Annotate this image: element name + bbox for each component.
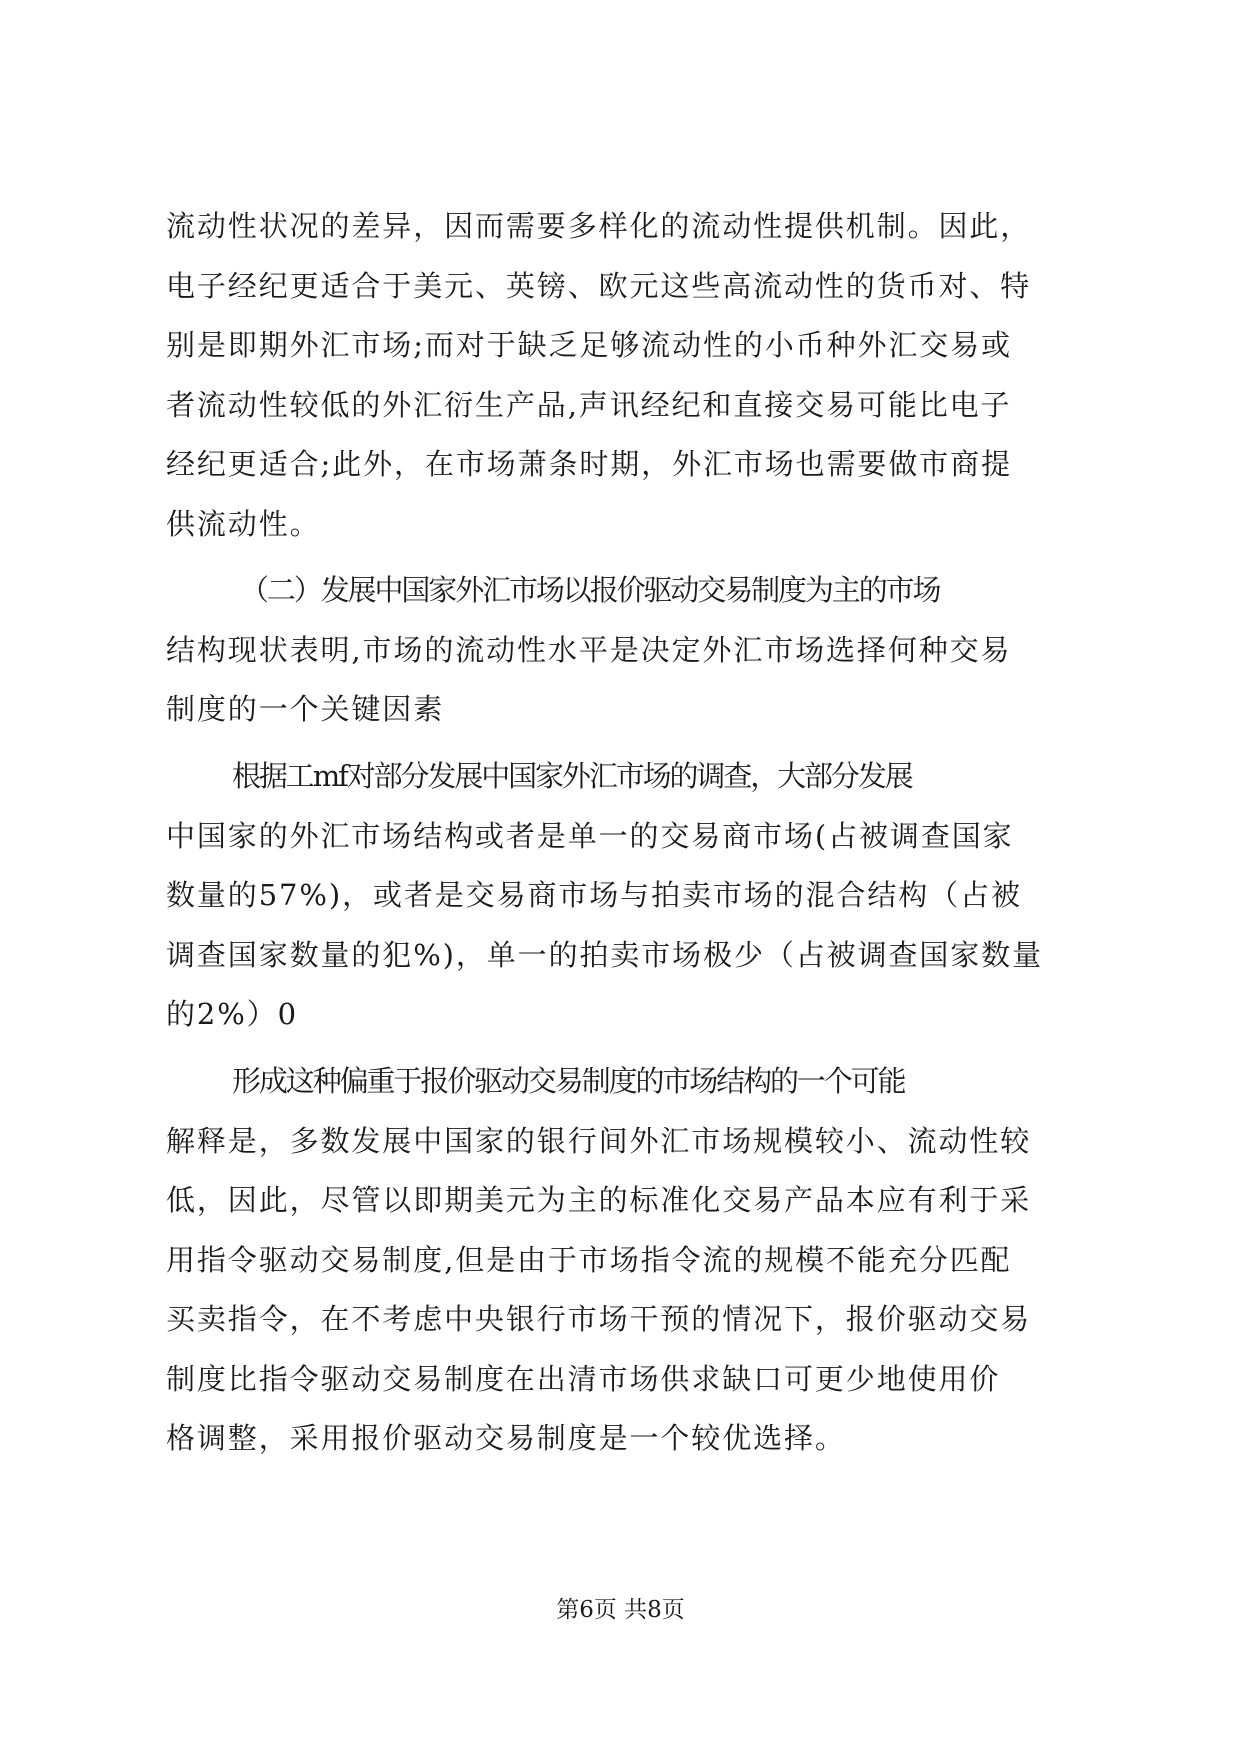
text-line: 者流动性较低的外汇衍生产品,声讯经纪和直接交易可能比电子: [166, 388, 1012, 422]
text-line: 数量的57%)，或者是交易商市场与拍卖市场的混合结构（占被: [166, 878, 1022, 912]
text-line: 供流动性。: [166, 507, 321, 541]
text-line: 形成这种偏重于报价驱动交易制度的市场结构的一个可能: [232, 1064, 905, 1098]
text-line: 根据工mf对部分发展中国家外汇市场的调查，大部分发展: [232, 759, 912, 793]
page-number-footer: 第6页 共8页: [556, 1597, 685, 1623]
text-line: 用指令驱动交易制度,但是由于市场指令流的规模不能充分匹配: [166, 1243, 1012, 1277]
section-heading-line: 制度的一个关键因素: [166, 692, 445, 726]
text-line: 流动性状况的差异，因而需要多样化的流动性提供机制。因此，: [166, 209, 1032, 243]
text-line: 别是即期外汇市场;而对于缺乏足够流动性的小币种外汇交易或: [166, 328, 1012, 362]
text-line: 中国家的外汇市场结构或者是单一的交易商市场(占被调查国家: [166, 819, 1014, 853]
text-line: 电子经纪更适合于美元、英镑、欧元这些高流动性的货币对、特: [166, 269, 1032, 303]
text-line: 制度比指令驱动交易制度在出清市场供求缺口可更少地使用价: [166, 1362, 1001, 1396]
section-heading-line: 结构现状表明,市场的流动性水平是决定外汇市场选择何种交易: [166, 633, 1012, 667]
text-line: 买卖指令，在不考虑中央银行市场干预的情况下，报价驱动交易: [166, 1302, 1032, 1336]
text-line: 解释是，多数发展中国家的银行间外汇市场规模较小、流动性较: [166, 1124, 1032, 1158]
text-line: 的2%）0: [166, 997, 298, 1031]
section-heading-line: （二）发展中国家外汇市场以报价驱动交易制度为主的市场: [240, 573, 940, 607]
text-line: 低，因此，尽管以即期美元为主的标准化交易产品本应有利于采: [166, 1183, 1032, 1217]
text-line: 格调整，采用报价驱动交易制度是一个较优选择。: [166, 1421, 846, 1455]
text-line: 经纪更适合;此外，在市场萧条时期，外汇市场也需要做市商提: [166, 447, 1012, 481]
text-line: 调查国家数量的犯%)，单一的拍卖市场极少（占被调查国家数量: [166, 938, 1043, 972]
